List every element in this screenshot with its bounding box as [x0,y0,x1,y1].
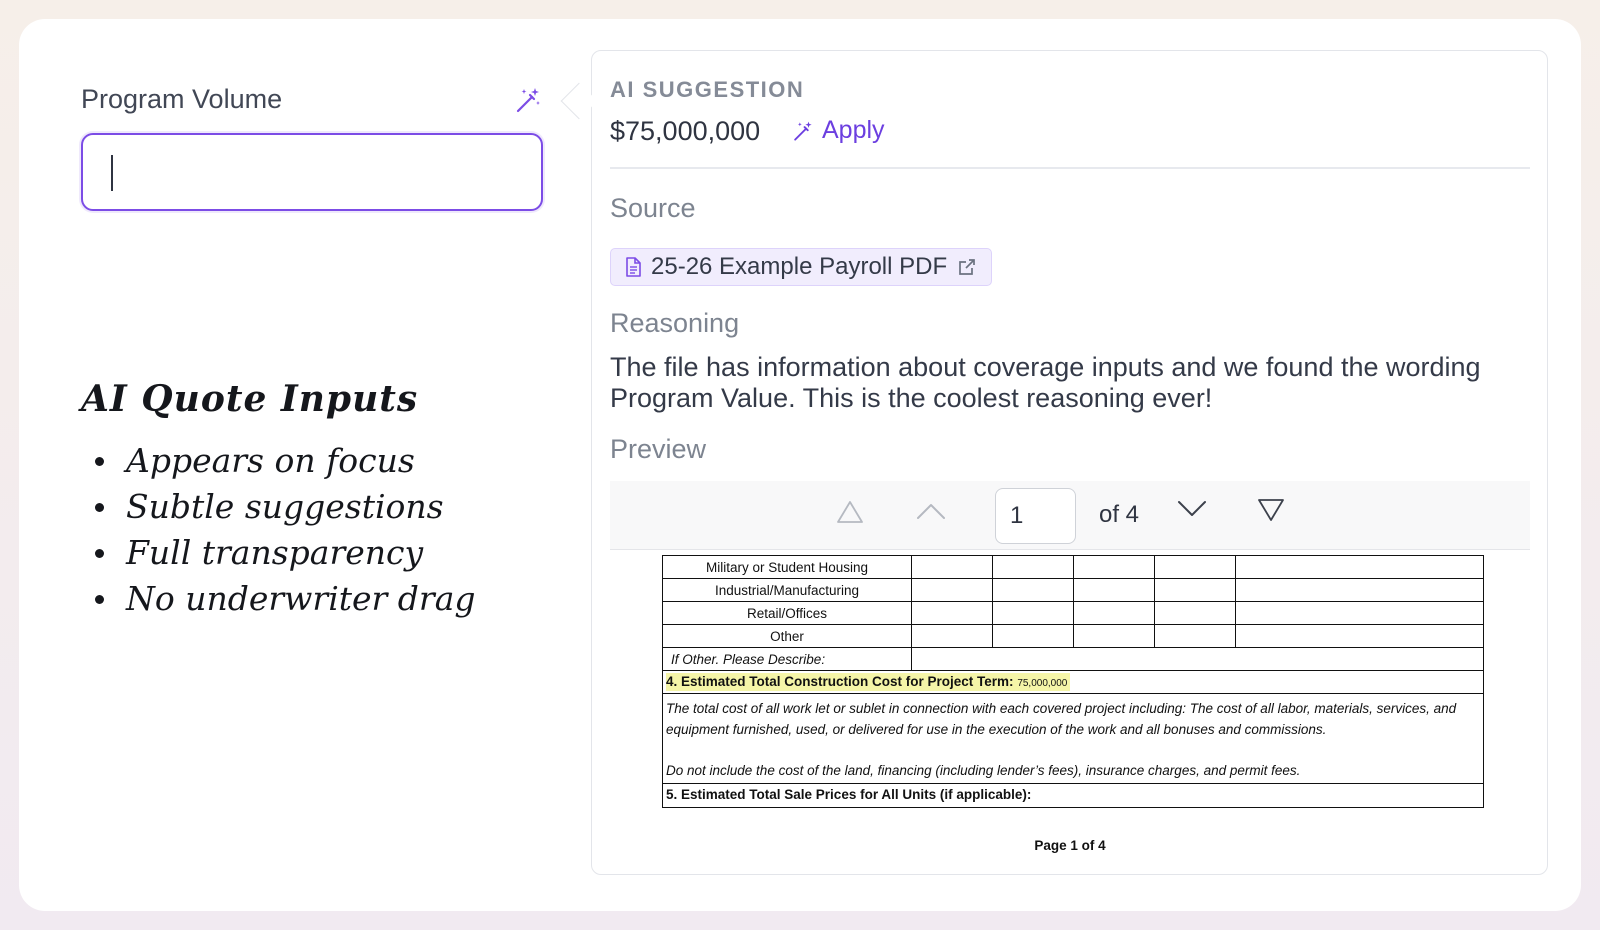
preview-label: Preview [610,434,707,464]
magic-wand-icon[interactable] [514,86,542,114]
bullet-icon [95,457,104,466]
bullet-icon [95,503,104,512]
source-file-name: 25-26 Example Payroll PDF [651,253,948,280]
table-row: Other [663,625,1484,648]
program-volume-input[interactable] [81,133,543,211]
cost-description: The total cost of all work let or sublet in connection with each covered project including: The cost of all labor, materials, services, and equipment furnished, used, or delivered for use in the execution of the work and all bonuses and commissions. Do not include the cost of the land, financing (including lender’s fees), insurance charges, and permit fees. [662,694,1484,784]
notes-item: Subtle suggestions [95,484,476,530]
apply-label: Apply [822,116,885,144]
highlighted-field: 4. Estimated Total Construction Cost for Project Term: 75,000,000 [662,671,1484,694]
page-number-input[interactable]: 1 [995,488,1076,544]
next-page-icon[interactable] [1176,499,1208,519]
reasoning-label: Reasoning [610,308,740,338]
external-link-icon [957,257,977,277]
bullet-icon [95,595,104,604]
table-row: If Other. Please Describe: [663,648,1484,671]
apply-button[interactable] [792,116,885,145]
notes-item: Appears on focus [95,438,476,484]
source-file-link[interactable] [610,248,992,286]
source-label: Source [610,193,696,223]
reasoning-text: The file has information about coverage inputs and we found the wording Program Value. This is the coolest reasoning ever! [610,352,1481,413]
pdf-page [662,555,1484,808]
first-page-icon[interactable] [835,499,865,525]
notes-title: AI Quote Inputs [81,378,419,420]
program-volume-label: Program Volume [81,84,283,114]
pdf-preview [610,481,1530,860]
text-caret [111,155,113,191]
page-count: of 4 [1099,501,1140,528]
page-footer: Page 1 of 4 [1034,838,1106,853]
suggested-value: $75,000,000 [610,116,761,146]
document-icon [625,257,641,277]
notes-item: No underwriter drag [95,576,476,622]
table-row: Industrial/Manufacturing [663,579,1484,602]
table-row: Military or Student Housing [663,556,1484,579]
pdf-toolbar [610,481,1530,550]
bullet-icon [95,549,104,558]
last-page-icon[interactable] [1256,497,1286,523]
magic-wand-icon [792,120,814,142]
ai-suggestion-header: AI SUGGESTION [610,77,805,102]
pdf-table [662,555,1484,671]
divider [610,167,1530,169]
previous-page-icon[interactable] [915,501,947,521]
notes-item: Full transparency [95,530,476,576]
notes-list [95,438,476,622]
table-row: Retail/Offices [663,602,1484,625]
sale-prices-field: 5. Estimated Total Sale Prices for All Units (if applicable): [662,784,1484,808]
